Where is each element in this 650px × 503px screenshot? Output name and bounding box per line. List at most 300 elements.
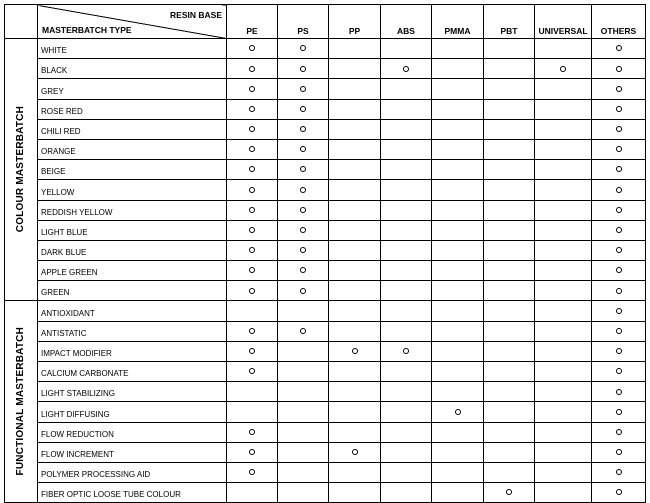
compatibility-cell-ps bbox=[278, 99, 329, 119]
compatibility-cell-pe bbox=[227, 341, 278, 361]
compatibility-mark-icon bbox=[300, 126, 306, 132]
column-header-pmma: PMMA bbox=[432, 5, 484, 39]
compatibility-mark-icon bbox=[249, 368, 255, 374]
masterbatch-type-name: YELLOW bbox=[38, 180, 227, 200]
compatibility-cell-pmma bbox=[432, 341, 484, 361]
compatibility-cell-universal bbox=[535, 39, 592, 59]
compatibility-cell-pe bbox=[227, 362, 278, 382]
compatibility-mark-icon bbox=[249, 227, 255, 233]
compatibility-mark-icon bbox=[560, 66, 566, 72]
compatibility-mark-icon bbox=[300, 207, 306, 213]
compatibility-mark-icon bbox=[616, 187, 622, 193]
compatibility-cell-pbt bbox=[484, 160, 535, 180]
compatibility-cell-universal bbox=[535, 139, 592, 159]
compatibility-mark-icon bbox=[249, 348, 255, 354]
compatibility-cell-universal bbox=[535, 119, 592, 139]
table-row bbox=[5, 99, 646, 119]
compatibility-cell-ps bbox=[278, 382, 329, 402]
compatibility-cell-abs bbox=[381, 160, 432, 180]
table-row bbox=[5, 261, 646, 281]
masterbatch-type-name: GREY bbox=[38, 79, 227, 99]
masterbatch-type-name: LIGHT STABILIZING bbox=[38, 382, 227, 402]
compatibility-cell-pmma bbox=[432, 382, 484, 402]
compatibility-cell-ps bbox=[278, 402, 329, 422]
table-row bbox=[5, 382, 646, 402]
compatibility-cell-ps bbox=[278, 301, 329, 321]
column-header-pp: PP bbox=[329, 5, 381, 39]
compatibility-cell-pmma bbox=[432, 240, 484, 260]
compatibility-cell-others bbox=[592, 59, 646, 79]
compatibility-cell-pp bbox=[329, 39, 381, 59]
compatibility-mark-icon bbox=[249, 469, 255, 475]
compatibility-cell-pmma bbox=[432, 422, 484, 442]
compatibility-mark-icon bbox=[616, 267, 622, 273]
compatibility-cell-abs bbox=[381, 99, 432, 119]
compatibility-cell-universal bbox=[535, 261, 592, 281]
compatibility-mark-icon bbox=[403, 348, 409, 354]
masterbatch-type-name: GREEN bbox=[38, 281, 227, 301]
compatibility-mark-icon bbox=[616, 288, 622, 294]
compatibility-cell-pp bbox=[329, 139, 381, 159]
compatibility-cell-abs bbox=[381, 321, 432, 341]
compatibility-mark-icon bbox=[616, 106, 622, 112]
header-blank-cell bbox=[5, 5, 38, 39]
column-header-pe: PE bbox=[227, 5, 278, 39]
compatibility-cell-pmma bbox=[432, 59, 484, 79]
compatibility-cell-universal bbox=[535, 301, 592, 321]
compatibility-mark-icon bbox=[616, 429, 622, 435]
compatibility-cell-pbt bbox=[484, 422, 535, 442]
compatibility-cell-pbt bbox=[484, 382, 535, 402]
masterbatch-type-name: LIGHT DIFFUSING bbox=[38, 402, 227, 422]
compatibility-mark-icon bbox=[249, 247, 255, 253]
compatibility-cell-pbt bbox=[484, 79, 535, 99]
table-row bbox=[5, 321, 646, 341]
compatibility-cell-universal bbox=[535, 59, 592, 79]
compatibility-cell-others bbox=[592, 79, 646, 99]
compatibility-mark-icon bbox=[300, 288, 306, 294]
compatibility-cell-universal bbox=[535, 362, 592, 382]
compatibility-mark-icon bbox=[249, 207, 255, 213]
table-row bbox=[5, 39, 646, 59]
compatibility-cell-universal bbox=[535, 462, 592, 482]
compatibility-cell-pmma bbox=[432, 139, 484, 159]
masterbatch-type-name: WHITE bbox=[38, 39, 227, 59]
table-row bbox=[5, 240, 646, 260]
compatibility-cell-pmma bbox=[432, 79, 484, 99]
compatibility-mark-icon bbox=[249, 288, 255, 294]
compatibility-cell-pp bbox=[329, 341, 381, 361]
masterbatch-resin-table bbox=[4, 4, 646, 503]
compatibility-cell-pmma bbox=[432, 321, 484, 341]
compatibility-cell-ps bbox=[278, 462, 329, 482]
compatibility-mark-icon bbox=[249, 187, 255, 193]
compatibility-cell-pp bbox=[329, 321, 381, 341]
column-header-others: OTHERS bbox=[592, 5, 646, 39]
compatibility-cell-pe bbox=[227, 200, 278, 220]
compatibility-mark-icon bbox=[616, 227, 622, 233]
compatibility-cell-pp bbox=[329, 220, 381, 240]
table-row bbox=[5, 119, 646, 139]
table-row bbox=[5, 462, 646, 482]
compatibility-cell-pp bbox=[329, 240, 381, 260]
compatibility-cell-pp bbox=[329, 119, 381, 139]
compatibility-cell-pp bbox=[329, 200, 381, 220]
compatibility-cell-pe bbox=[227, 59, 278, 79]
compatibility-cell-pmma bbox=[432, 301, 484, 321]
compatibility-cell-ps bbox=[278, 341, 329, 361]
compatibility-mark-icon bbox=[616, 389, 622, 395]
compatibility-cell-pbt bbox=[484, 119, 535, 139]
compatibility-cell-pp bbox=[329, 422, 381, 442]
compatibility-cell-pp bbox=[329, 59, 381, 79]
compatibility-cell-universal bbox=[535, 160, 592, 180]
compatibility-cell-others bbox=[592, 341, 646, 361]
compatibility-cell-ps bbox=[278, 422, 329, 442]
compatibility-cell-pe bbox=[227, 261, 278, 281]
compatibility-cell-universal bbox=[535, 382, 592, 402]
compatibility-cell-others bbox=[592, 362, 646, 382]
compatibility-cell-pmma bbox=[432, 99, 484, 119]
compatibility-cell-others bbox=[592, 39, 646, 59]
table-row bbox=[5, 422, 646, 442]
compatibility-cell-pbt bbox=[484, 139, 535, 159]
compatibility-cell-abs bbox=[381, 301, 432, 321]
compatibility-cell-pp bbox=[329, 402, 381, 422]
compatibility-cell-pp bbox=[329, 301, 381, 321]
compatibility-cell-pmma bbox=[432, 39, 484, 59]
compatibility-mark-icon bbox=[616, 489, 622, 495]
compatibility-cell-others bbox=[592, 261, 646, 281]
group-label: FUNCTIONAL MASTERBATCH bbox=[15, 326, 26, 476]
compatibility-cell-pbt bbox=[484, 321, 535, 341]
compatibility-cell-others bbox=[592, 200, 646, 220]
compatibility-cell-pbt bbox=[484, 462, 535, 482]
compatibility-cell-others bbox=[592, 240, 646, 260]
compatibility-cell-pmma bbox=[432, 220, 484, 240]
compatibility-cell-abs bbox=[381, 79, 432, 99]
compatibility-mark-icon bbox=[403, 66, 409, 72]
header-corner-cell bbox=[38, 5, 227, 39]
compatibility-mark-icon bbox=[249, 429, 255, 435]
compatibility-mark-icon bbox=[300, 187, 306, 193]
compatibility-cell-ps bbox=[278, 79, 329, 99]
compatibility-mark-icon bbox=[249, 86, 255, 92]
compatibility-cell-others bbox=[592, 382, 646, 402]
compatibility-cell-pe bbox=[227, 99, 278, 119]
resin-base-label: RESIN BASE bbox=[170, 10, 222, 20]
compatibility-cell-abs bbox=[381, 402, 432, 422]
compatibility-mark-icon bbox=[300, 146, 306, 152]
compatibility-cell-others bbox=[592, 321, 646, 341]
compatibility-cell-others bbox=[592, 180, 646, 200]
compatibility-cell-others bbox=[592, 301, 646, 321]
table-row bbox=[5, 139, 646, 159]
compatibility-cell-others bbox=[592, 281, 646, 301]
compatibility-cell-pe bbox=[227, 79, 278, 99]
compatibility-cell-others bbox=[592, 220, 646, 240]
masterbatch-type-name: BLACK bbox=[38, 59, 227, 79]
compatibility-cell-abs bbox=[381, 220, 432, 240]
compatibility-cell-pbt bbox=[484, 200, 535, 220]
compatibility-cell-pmma bbox=[432, 442, 484, 462]
table-row bbox=[5, 442, 646, 462]
compatibility-mark-icon bbox=[300, 227, 306, 233]
compatibility-cell-ps bbox=[278, 39, 329, 59]
compatibility-mark-icon bbox=[249, 146, 255, 152]
compatibility-cell-pe bbox=[227, 422, 278, 442]
compatibility-mark-icon bbox=[249, 106, 255, 112]
column-header-abs: ABS bbox=[381, 5, 432, 39]
compatibility-cell-ps bbox=[278, 442, 329, 462]
compatibility-mark-icon bbox=[616, 328, 622, 334]
compatibility-cell-ps bbox=[278, 362, 329, 382]
compatibility-cell-pp bbox=[329, 462, 381, 482]
compatibility-mark-icon bbox=[300, 45, 306, 51]
compatibility-cell-pp bbox=[329, 261, 381, 281]
masterbatch-type-name: FIBER OPTIC LOOSE TUBE COLOUR bbox=[38, 483, 227, 503]
compatibility-cell-pbt bbox=[484, 362, 535, 382]
compatibility-cell-pmma bbox=[432, 180, 484, 200]
compatibility-cell-others bbox=[592, 462, 646, 482]
table-row bbox=[5, 160, 646, 180]
group-label-cell bbox=[5, 39, 38, 301]
compatibility-cell-ps bbox=[278, 240, 329, 260]
compatibility-mark-icon bbox=[616, 348, 622, 354]
compatibility-mark-icon bbox=[300, 247, 306, 253]
compatibility-cell-pe bbox=[227, 39, 278, 59]
table-row bbox=[5, 301, 646, 321]
compatibility-mark-icon bbox=[616, 126, 622, 132]
compatibility-cell-ps bbox=[278, 200, 329, 220]
compatibility-cell-ps bbox=[278, 139, 329, 159]
compatibility-cell-ps bbox=[278, 281, 329, 301]
compatibility-mark-icon bbox=[249, 45, 255, 51]
masterbatch-type-name: APPLE GREEN bbox=[38, 261, 227, 281]
compatibility-cell-pmma bbox=[432, 281, 484, 301]
compatibility-cell-others bbox=[592, 402, 646, 422]
compatibility-cell-pe bbox=[227, 160, 278, 180]
compatibility-mark-icon bbox=[616, 449, 622, 455]
compatibility-mark-icon bbox=[300, 166, 306, 172]
group-label-cell bbox=[5, 301, 38, 503]
compatibility-mark-icon bbox=[249, 66, 255, 72]
compatibility-cell-pp bbox=[329, 382, 381, 402]
compatibility-cell-pbt bbox=[484, 402, 535, 422]
compatibility-cell-pbt bbox=[484, 301, 535, 321]
compatibility-cell-universal bbox=[535, 180, 592, 200]
table-row bbox=[5, 402, 646, 422]
compatibility-cell-pp bbox=[329, 99, 381, 119]
compatibility-cell-pbt bbox=[484, 341, 535, 361]
compatibility-cell-pp bbox=[329, 160, 381, 180]
compatibility-cell-abs bbox=[381, 281, 432, 301]
compatibility-mark-icon bbox=[616, 166, 622, 172]
compatibility-mark-icon bbox=[300, 106, 306, 112]
compatibility-cell-universal bbox=[535, 220, 592, 240]
compatibility-cell-pe bbox=[227, 301, 278, 321]
compatibility-cell-pmma bbox=[432, 261, 484, 281]
masterbatch-type-name: LIGHT BLUE bbox=[38, 220, 227, 240]
compatibility-cell-universal bbox=[535, 321, 592, 341]
compatibility-cell-universal bbox=[535, 442, 592, 462]
compatibility-cell-universal bbox=[535, 402, 592, 422]
table-row bbox=[5, 362, 646, 382]
compatibility-cell-pe bbox=[227, 402, 278, 422]
compatibility-cell-pmma bbox=[432, 119, 484, 139]
compatibility-cell-pe bbox=[227, 139, 278, 159]
compatibility-cell-pe bbox=[227, 462, 278, 482]
compatibility-cell-pp bbox=[329, 442, 381, 462]
masterbatch-type-name: CHILI RED bbox=[38, 119, 227, 139]
compatibility-mark-icon bbox=[616, 368, 622, 374]
compatibility-mark-icon bbox=[616, 146, 622, 152]
compatibility-cell-universal bbox=[535, 341, 592, 361]
compatibility-mark-icon bbox=[300, 66, 306, 72]
masterbatch-type-name: IMPACT MODIFIER bbox=[38, 341, 227, 361]
compatibility-cell-pbt bbox=[484, 180, 535, 200]
masterbatch-type-label: MASTERBATCH TYPE bbox=[42, 24, 132, 35]
compatibility-cell-abs bbox=[381, 240, 432, 260]
compatibility-mark-icon bbox=[616, 66, 622, 72]
compatibility-cell-ps bbox=[278, 261, 329, 281]
column-header-pbt: PBT bbox=[484, 5, 535, 39]
compatibility-mark-icon bbox=[506, 489, 512, 495]
compatibility-cell-abs bbox=[381, 39, 432, 59]
compatibility-cell-abs bbox=[381, 341, 432, 361]
compatibility-cell-universal bbox=[535, 422, 592, 442]
compatibility-cell-pp bbox=[329, 79, 381, 99]
masterbatch-type-name: ORANGE bbox=[38, 139, 227, 159]
masterbatch-type-name: POLYMER PROCESSING AID bbox=[38, 462, 227, 482]
compatibility-mark-icon bbox=[616, 409, 622, 415]
compatibility-mark-icon bbox=[249, 328, 255, 334]
masterbatch-type-name: FLOW INCREMENT bbox=[38, 442, 227, 462]
compatibility-cell-abs bbox=[381, 462, 432, 482]
compatibility-cell-pbt bbox=[484, 281, 535, 301]
compatibility-cell-pbt bbox=[484, 261, 535, 281]
masterbatch-type-name: BEIGE bbox=[38, 160, 227, 180]
compatibility-cell-ps bbox=[278, 321, 329, 341]
compatibility-cell-abs bbox=[381, 180, 432, 200]
compatibility-cell-pp bbox=[329, 180, 381, 200]
compatibility-cell-universal bbox=[535, 79, 592, 99]
compatibility-cell-abs bbox=[381, 422, 432, 442]
group-label: COLOUR MASTERBATCH bbox=[15, 105, 26, 233]
compatibility-mark-icon bbox=[616, 247, 622, 253]
compatibility-cell-universal bbox=[535, 281, 592, 301]
compatibility-cell-others bbox=[592, 119, 646, 139]
compatibility-cell-ps bbox=[278, 160, 329, 180]
compatibility-mark-icon bbox=[616, 86, 622, 92]
compatibility-cell-pp bbox=[329, 281, 381, 301]
table-row bbox=[5, 281, 646, 301]
compatibility-mark-icon bbox=[352, 449, 358, 455]
compatibility-cell-abs bbox=[381, 200, 432, 220]
compatibility-cell-pe bbox=[227, 321, 278, 341]
masterbatch-type-name: REDDISH YELLOW bbox=[38, 200, 227, 220]
masterbatch-type-name: ANTISTATIC bbox=[38, 321, 227, 341]
compatibility-cell-pmma bbox=[432, 402, 484, 422]
compatibility-cell-universal bbox=[535, 200, 592, 220]
compatibility-mark-icon bbox=[616, 207, 622, 213]
compatibility-mark-icon bbox=[249, 166, 255, 172]
compatibility-cell-abs bbox=[381, 119, 432, 139]
compatibility-mark-icon bbox=[616, 45, 622, 51]
masterbatch-type-name: FLOW REDUCTION bbox=[38, 422, 227, 442]
compatibility-cell-pmma bbox=[432, 462, 484, 482]
compatibility-mark-icon bbox=[300, 267, 306, 273]
compatibility-cell-others bbox=[592, 422, 646, 442]
table-row bbox=[5, 79, 646, 99]
compatibility-mark-icon bbox=[616, 308, 622, 314]
compatibility-mark-icon bbox=[249, 267, 255, 273]
compatibility-cell-pbt bbox=[484, 59, 535, 79]
compatibility-cell-pe bbox=[227, 119, 278, 139]
compatibility-cell-pe bbox=[227, 180, 278, 200]
table-row bbox=[5, 220, 646, 240]
compatibility-mark-icon bbox=[300, 86, 306, 92]
compatibility-mark-icon bbox=[455, 409, 461, 415]
compatibility-cell-pe bbox=[227, 442, 278, 462]
compatibility-cell-others bbox=[592, 139, 646, 159]
compatibility-cell-others bbox=[592, 160, 646, 180]
compatibility-cell-pmma bbox=[432, 160, 484, 180]
compatibility-mark-icon bbox=[616, 469, 622, 475]
compatibility-cell-ps bbox=[278, 220, 329, 240]
column-header-ps: PS bbox=[278, 5, 329, 39]
compatibility-mark-icon bbox=[249, 449, 255, 455]
compatibility-cell-pmma bbox=[432, 362, 484, 382]
compatibility-cell-ps bbox=[278, 119, 329, 139]
compatibility-cell-abs bbox=[381, 59, 432, 79]
compatibility-cell-abs bbox=[381, 442, 432, 462]
compatibility-cell-pe bbox=[227, 240, 278, 260]
compatibility-cell-pbt bbox=[484, 39, 535, 59]
compatibility-cell-pmma bbox=[432, 200, 484, 220]
header-row bbox=[5, 5, 646, 39]
table-row bbox=[5, 341, 646, 361]
compatibility-cell-universal bbox=[535, 99, 592, 119]
compatibility-cell-pe bbox=[227, 382, 278, 402]
compatibility-cell-abs bbox=[381, 261, 432, 281]
compatibility-cell-pbt bbox=[484, 442, 535, 462]
masterbatch-type-name: ANTIOXIDANT bbox=[38, 301, 227, 321]
compatibility-cell-pbt bbox=[484, 220, 535, 240]
masterbatch-type-name: DARK BLUE bbox=[38, 240, 227, 260]
table-row bbox=[5, 180, 646, 200]
compatibility-mark-icon bbox=[352, 348, 358, 354]
compatibility-cell-abs bbox=[381, 139, 432, 159]
table-row bbox=[5, 59, 646, 79]
masterbatch-type-name: CALCIUM CARBONATE bbox=[38, 362, 227, 382]
compatibility-cell-pe bbox=[227, 281, 278, 301]
compatibility-cell-pp bbox=[329, 362, 381, 382]
compatibility-cell-ps bbox=[278, 59, 329, 79]
masterbatch-type-name: ROSE RED bbox=[38, 99, 227, 119]
compatibility-cell-others bbox=[592, 442, 646, 462]
compatibility-cell-ps bbox=[278, 180, 329, 200]
table-row bbox=[5, 200, 646, 220]
compatibility-mark-icon bbox=[300, 328, 306, 334]
compatibility-cell-pbt bbox=[484, 99, 535, 119]
compatibility-cell-abs bbox=[381, 362, 432, 382]
compatibility-cell-abs bbox=[381, 382, 432, 402]
compatibility-mark-icon bbox=[249, 126, 255, 132]
compatibility-cell-others bbox=[592, 99, 646, 119]
compatibility-cell-pe bbox=[227, 220, 278, 240]
compatibility-cell-universal bbox=[535, 240, 592, 260]
